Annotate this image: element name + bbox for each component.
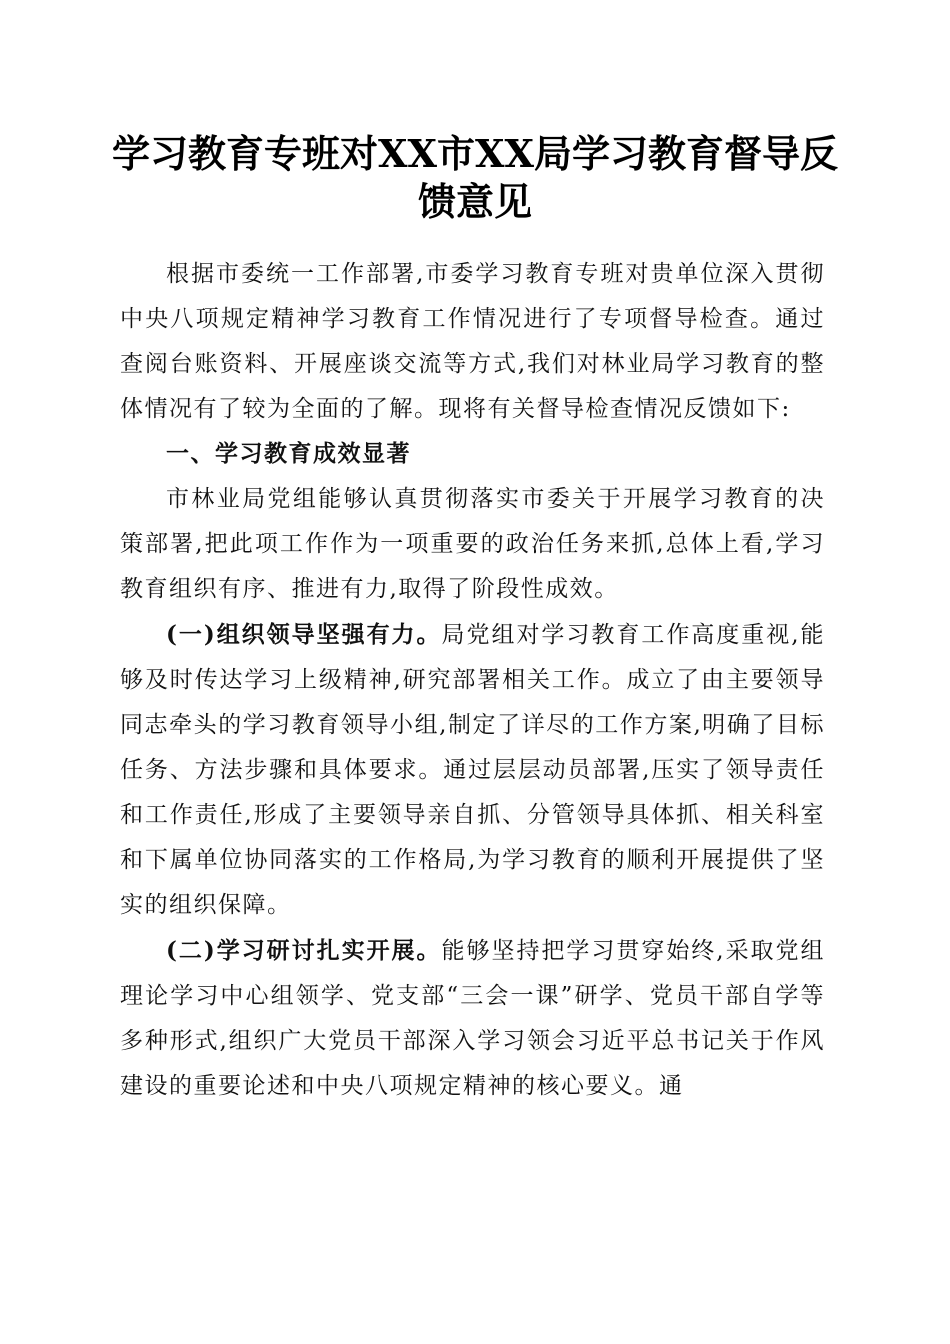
item-1-lead: (一)组织领导坚强有力。 xyxy=(166,621,442,648)
intro-paragraph: 根据市委统一工作部署,市委学习教育专班对贵单位深入贯彻中央八项规定精神学习教育工作情况进行了专项督导检查。通过查阅台账资料、开展座谈交流等方式,我们对林业局学习教育的整体情况有了较为全面的了解。现将有关督导检查情况反馈如下: xyxy=(120,261,825,422)
document-body xyxy=(120,252,825,1109)
item-1-text: 局党组对学习教育工作高度重视,能够及时传达学习上级精神,研究部署相关工作。成立了由主要领导同志牵头的学习教育领导小组,制定了详尽的工作方案,明确了目标任务、方法步骤和具体要求。通过层层动员部署,压实了领导责任和工作责任,形成了主要领导亲自抓、分管领导具体抓、相关科室和下属单位协同落实的工作格局,为学习教育的顺利开展提供了坚实的组织保障。 xyxy=(120,622,826,918)
item-2-paragraph xyxy=(120,928,825,1109)
title-line-2: 馈意见 xyxy=(417,179,532,224)
section-1-heading: 一、学习教育成效显著 xyxy=(166,441,411,467)
item-2-text: 能够坚持把学习贯穿始终,采取党组理论学习中心组领学、党支部“三会一课”研学、党员干部自学等多种形式,组织广大党员干部深入学习领会习近平总书记关于作风建设的重要论述和中央八项规定精神的核心要义。通 xyxy=(120,938,826,1099)
item-1-paragraph xyxy=(120,612,825,928)
item-2-lead: (二)学习研讨扎实开展。 xyxy=(166,937,442,964)
section-1-paragraph: 市林业局党组能够认真贯彻落实市委关于开展学习教育的决策部署,把此项工作作为一项重要的政治任务来抓,总体上看,学习教育组织有序、推进有力,取得了阶段性成效。 xyxy=(120,486,825,602)
title-line-1: 学习教育专班对XX市XX局学习教育督导反 xyxy=(112,131,838,176)
document-title xyxy=(100,130,850,226)
